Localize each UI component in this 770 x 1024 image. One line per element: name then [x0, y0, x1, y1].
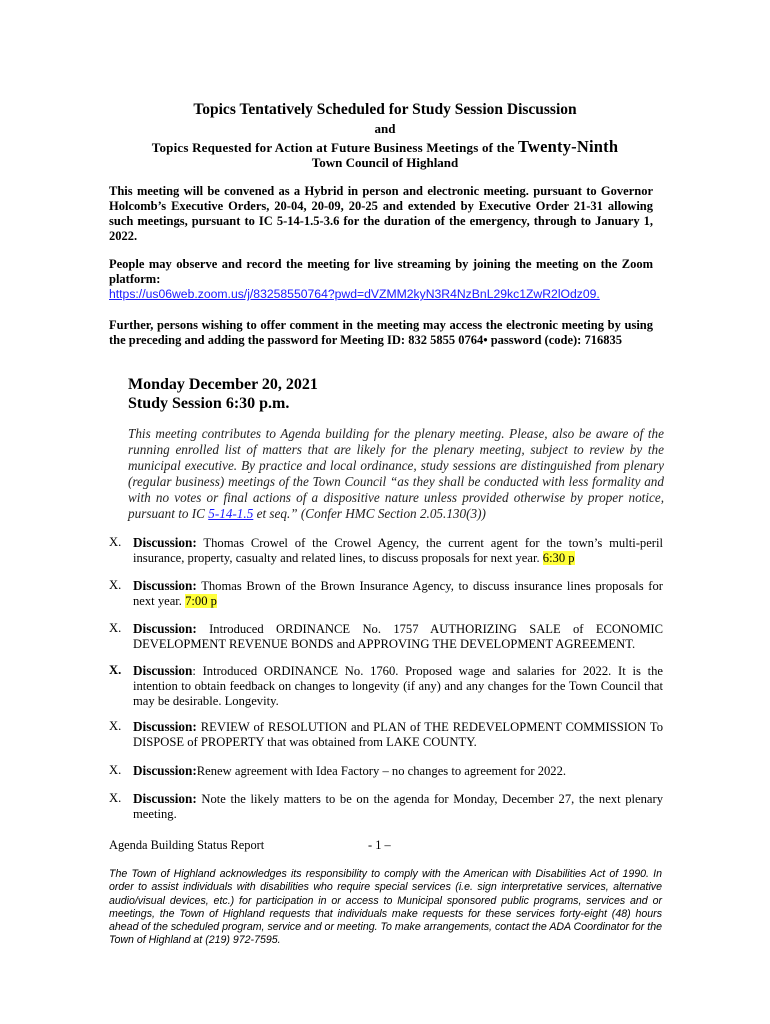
item-label: Discussion: [133, 621, 197, 636]
agenda-item [109, 791, 663, 822]
meeting-session: Study Session 6:30 p.m. [128, 395, 290, 412]
agenda-item [109, 763, 663, 779]
document-subtitle [0, 137, 770, 157]
intro-paragraph [128, 426, 664, 522]
meeting-heading [128, 375, 318, 413]
item-text: Introduced ORDINANCE No. 1757 AUTHORIZING SALE of ECONOMIC DEVELOPMENT REVENUE BONDS and APPROVING THE DEVELOPMENT AGREEMENT. [133, 622, 663, 651]
document-title: Topics Tentatively Scheduled for Study Session Discussion [193, 101, 577, 118]
item-marker: X. [109, 578, 122, 592]
item-text: Note the likely matters to be on the agenda for Monday, December 27, the next plenary meeting. [133, 792, 663, 821]
title-conjunction: and [374, 121, 396, 136]
item-label: Discussion: [133, 535, 197, 550]
agenda-item [109, 719, 663, 750]
intro-text-after: et seq.” (Confer HMC Section 2.05.130(3)) [253, 506, 486, 521]
item-label: Discussion: [133, 578, 197, 593]
item-label: Discussion [133, 663, 193, 678]
item-time-highlight: 7:00 p [185, 594, 217, 608]
intro-text-before: This meeting contributes to Agenda building for the plenary meeting. Please, also be aware of the running enrolled list of matters that are likely for the plenary meeting, subject to review by the municipal executive. By practice and local ordinance, study sessions are distinguished from plenary (regular business) meetings of the Town Council “as they shall be conducted with less formality and with no votes or final actions of a dispositive nature unless provided otherwise by proper notice, pursuant to IC [128, 426, 664, 521]
item-text: Thomas Crowel of the Crowel Agency, the current agent for the town’s multi-peril insurance, property, casualty and related lines, to discuss proposals for next year. [133, 536, 663, 565]
zoom-link[interactable]: https://us06web.zoom.us/j/83258550764?pwd=dVZMM2kyN3R4NzBnL29kc1ZwR2lOdz09. [109, 287, 600, 301]
subtitle-emphasis: Twenty-Ninth [518, 137, 619, 156]
item-text: : Introduced ORDINANCE No. 1760. Proposed wage and salaries for 2022. It is the intention to obtain feedback on changes to longevity (if any) and any changes for the Town Council that may be desirable. Longevity. [133, 664, 663, 708]
item-marker: X. [109, 763, 122, 777]
zoom-notice [109, 257, 653, 302]
item-marker: X. [109, 535, 122, 549]
item-marker: X. [109, 719, 122, 733]
hybrid-meeting-notice: This meeting will be convened as a Hybrid in person and electronic meeting. pursuant to Governor Holcomb’s Executive Orders, 20-04, 20-09, 20-25 and extended by Executive Order 21-31 allowing such meetings, pursuant to IC 5-14-1.5-3.6 for the duration of the emergency, through to January 1, 2022. [109, 184, 653, 243]
meeting-date: Monday December 20, 2021 [128, 376, 318, 393]
footer-report-title: Agenda Building Status Report [109, 838, 265, 852]
agenda-item [109, 663, 663, 709]
agenda-item [109, 535, 663, 566]
ada-notice: The Town of Highland acknowledges its responsibility to comply with the American with Disabilities Act of 1990. In order to assist individuals with disabilities who require special services (i.e. sign interpretative services, alternative audio/visual devices, etc.) for participation in or access to Municipal sponsored public programs, services and or meetings, the Town of Highland requests that individuals make requests for these services forty-eight (48) hours ahead of the scheduled program, service and or meeting. To make arrangements, contact the ADA Coordinator for the Town of Highland at (219) 972-7595. [109, 868, 662, 947]
item-text: REVIEW of RESOLUTION and PLAN of THE REDEVELOPMENT COMMISSION To DISPOSE of PROPERTY that was obtained from LAKE COUNTY. [133, 720, 663, 749]
agenda-item [109, 578, 663, 609]
zoom-notice-text: People may observe and record the meeting for live streaming by joining the meeting on the Zoom platform: [109, 257, 653, 286]
item-label: Discussion: [133, 763, 197, 778]
item-marker: X. [109, 663, 122, 677]
item-text: Renew agreement with Idea Factory – no changes to agreement for 2022. [196, 764, 567, 778]
item-time-highlight: 6:30 p [542, 551, 575, 565]
subtitle-prefix: Topics Requested for Action at Future Business Meetings of the [151, 140, 519, 155]
item-label: Discussion: [133, 719, 197, 734]
item-text: Thomas Brown of the Brown Insurance Agency, to discuss insurance lines proposals for next year. [133, 579, 663, 608]
item-label: Discussion: [133, 791, 197, 806]
agenda-item [109, 621, 663, 652]
page-number: - 1 – [368, 838, 391, 852]
document-subtitle-line2: Town Council of Highland [311, 155, 459, 170]
comment-access-notice: Further, persons wishing to offer comment in the meeting may access the electronic meeting by using the preceding and adding the password for Meeting ID: 832 5855 0764• password (code): 716835 [109, 318, 653, 347]
item-marker: X. [109, 791, 122, 805]
item-marker: X. [109, 621, 122, 635]
statute-link[interactable]: 5-14-1.5 [208, 506, 254, 521]
